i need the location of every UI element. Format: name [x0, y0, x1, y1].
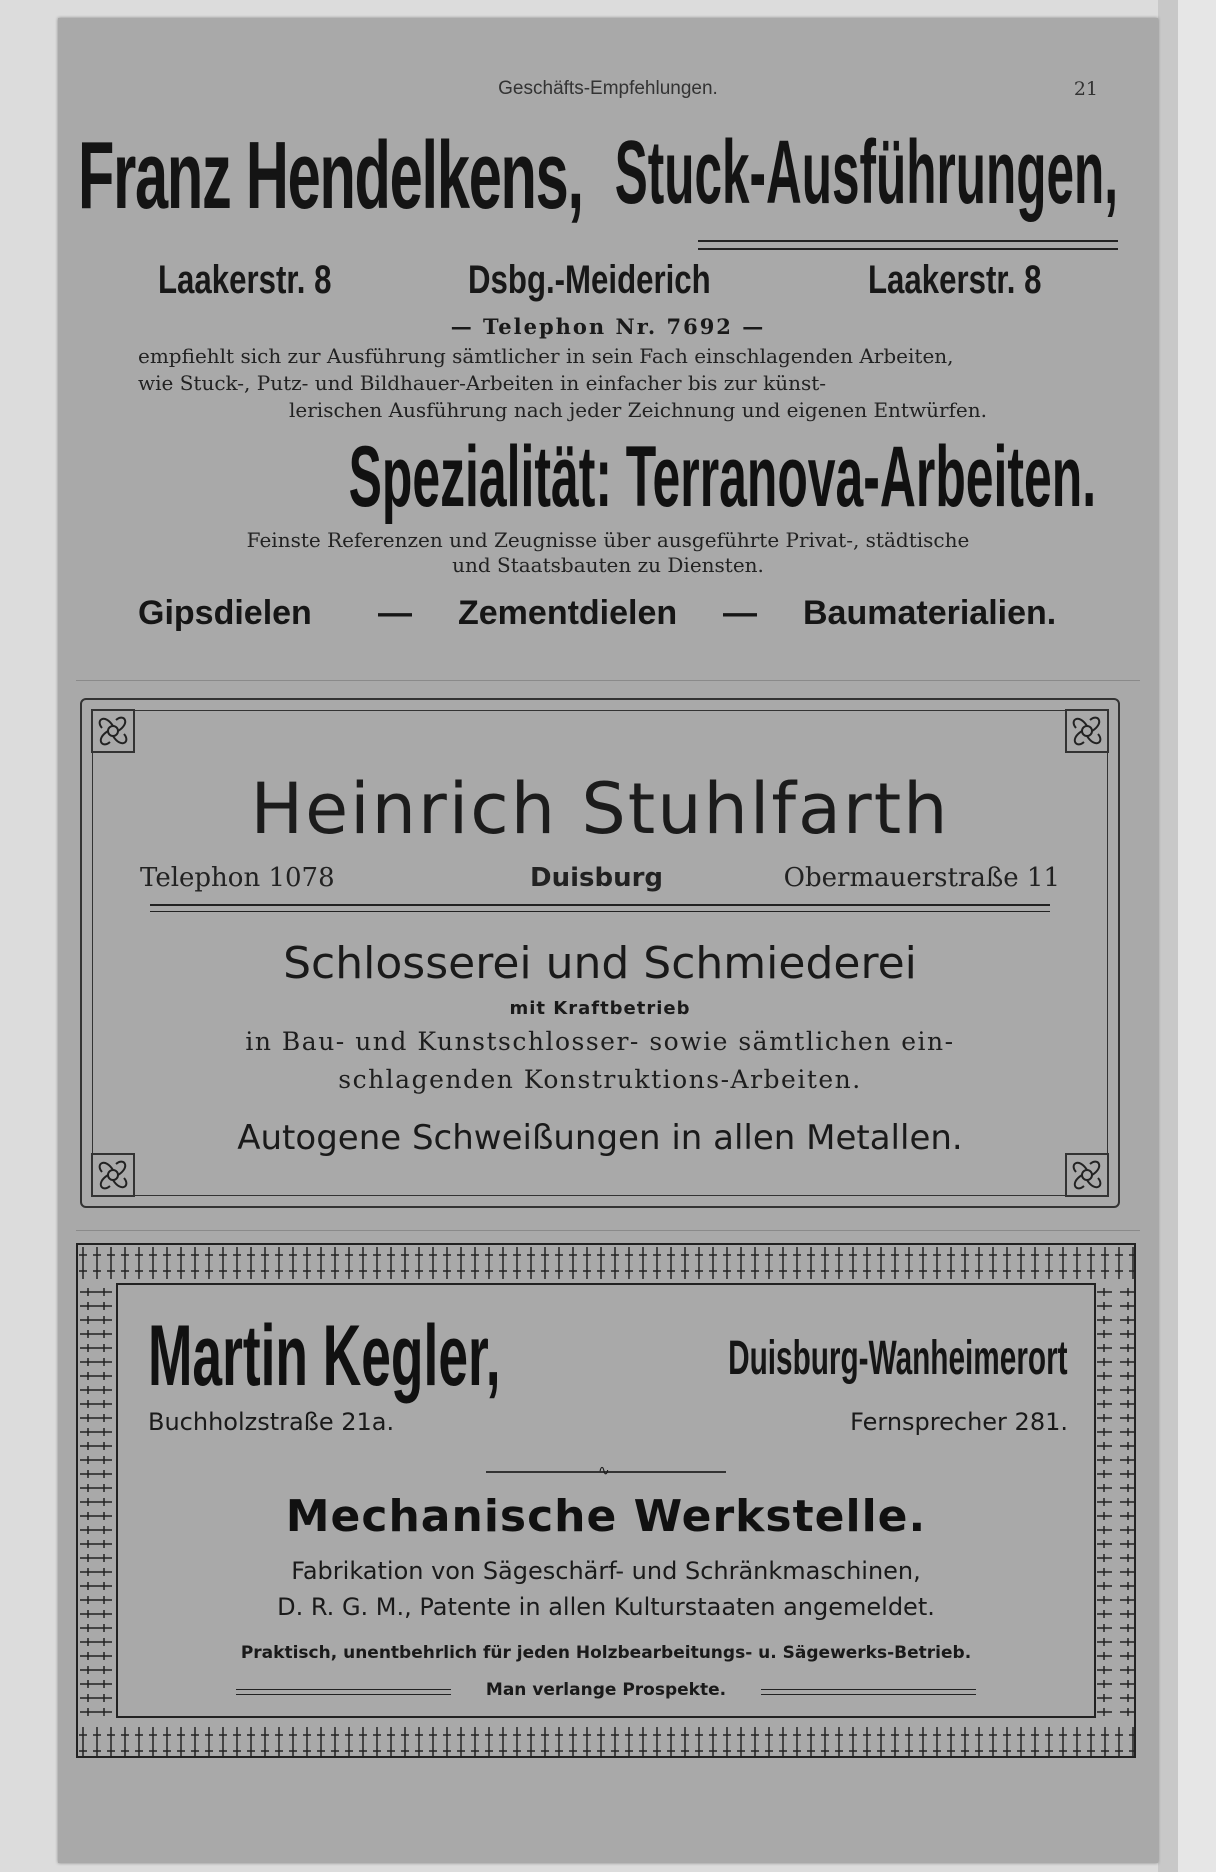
- telephone: — Telephon Nr. 7692 —: [450, 314, 766, 339]
- dash: —: [723, 594, 757, 632]
- running-title: Geschäfts-Empfehlungen.: [498, 78, 718, 99]
- description-line: wie Stuck-, Putz- und Bildhauer-Arbeiten in einfacher bis zur künst-: [138, 371, 827, 395]
- flower-ornament-icon: [1064, 708, 1110, 754]
- separator: [486, 1463, 726, 1479]
- rule: [150, 904, 1050, 912]
- product-baumaterialien: Baumaterialien.: [803, 594, 1057, 632]
- body-line: schlagenden Konstruktions-Arbeiten.: [338, 1065, 862, 1094]
- specialty: [78, 429, 1138, 525]
- telephone: Telephon 1078: [140, 863, 335, 893]
- description: [138, 343, 1138, 424]
- subline: mit Kraftbetrieb: [509, 998, 691, 1019]
- headline: Mechanische Werkstelle.: [285, 1491, 927, 1542]
- description-line: lerischen Ausführung nach jeder Zeichnung und eigenen Entwürfen.: [289, 398, 987, 422]
- advertiser-name: Heinrich Stuhlfarth: [250, 768, 950, 850]
- name-line: [148, 1308, 1068, 1404]
- address-line: [78, 258, 1138, 308]
- swash-ornament-icon: ∿: [598, 1463, 610, 1479]
- tagline: Praktisch, unentbehrlich für jeden Holzbearbeitungs- u. Sägewerks-Betrieb.: [240, 1643, 972, 1663]
- specialty-text: Spezialität: Terranova-Arbeiten.: [348, 429, 1097, 525]
- city: Duisburg: [530, 863, 664, 893]
- city: Duisburg-Wanheimerort: [728, 1332, 1068, 1385]
- address-right: Laakerstr. 8: [868, 258, 1042, 302]
- body-line: Fabrikation von Sägeschärf- und Schränkmaschinen,: [291, 1557, 921, 1585]
- dash: —: [378, 594, 412, 632]
- page: [58, 18, 1158, 1863]
- advertisement-kegler: [76, 1243, 1136, 1758]
- address: Buchholzstraße 21a.: [148, 1408, 395, 1436]
- body-text: [140, 1023, 1060, 1099]
- trade-underline: [698, 240, 1118, 250]
- body-line: D. R. G. M., Patente in allen Kulturstaaten angemeldet.: [277, 1593, 935, 1621]
- scan-background: [1178, 0, 1216, 1872]
- flower-ornament-icon: [90, 1152, 136, 1198]
- prospectus-line: [76, 1680, 1136, 1704]
- address: Obermauerstraße 11: [783, 863, 1060, 893]
- references-line: Feinste Referenzen und Zeugnisse über ausgeführte Privat-, städtische: [246, 528, 970, 552]
- welding-line: Autogene Schweißungen in allen Metallen.: [237, 1118, 963, 1158]
- advertisement-hendelkens: [78, 122, 1138, 642]
- contact-line: [140, 863, 1060, 897]
- page-number: 21: [1073, 78, 1098, 100]
- city: Dsbg.-Meiderich: [468, 258, 711, 302]
- advertisement-stuhlfarth: [80, 698, 1120, 1208]
- ad-divider: [76, 680, 1140, 681]
- flower-ornament-icon: [90, 708, 136, 754]
- rule-right: [761, 1689, 976, 1695]
- product-gipsdielen: Gipsdielen: [138, 594, 312, 632]
- body-text: [76, 1553, 1136, 1625]
- headline: Schlosserei und Schmiederei: [283, 938, 917, 989]
- references-line: und Staatsbauten zu Diensten.: [452, 553, 764, 577]
- references: [78, 528, 1138, 578]
- book-edge: [1158, 0, 1178, 1872]
- description-line: empfiehlt sich zur Ausführung sämtlicher in sein Fach einschlagenden Arbeiten,: [138, 344, 954, 368]
- prospectus-text: Man verlange Prospekte.: [485, 1680, 727, 1700]
- body-line: in Bau- und Kunstschlosser- sowie sämtlichen ein-: [245, 1027, 955, 1056]
- contact-line: [148, 1408, 1068, 1442]
- ad-divider: [76, 1230, 1140, 1231]
- product-zementdielen: Zementdielen: [458, 594, 678, 632]
- phone: Fernsprecher 281.: [850, 1408, 1068, 1436]
- flower-ornament-icon: [1064, 1152, 1110, 1198]
- advertiser-name: Franz Hendelkens,: [78, 122, 583, 229]
- trade-title: Stuck-Ausführungen,: [614, 123, 1118, 223]
- address-left: Laakerstr. 8: [158, 258, 332, 302]
- advertiser-name: Martin Kegler,: [148, 1308, 501, 1404]
- product-line: [78, 594, 1138, 642]
